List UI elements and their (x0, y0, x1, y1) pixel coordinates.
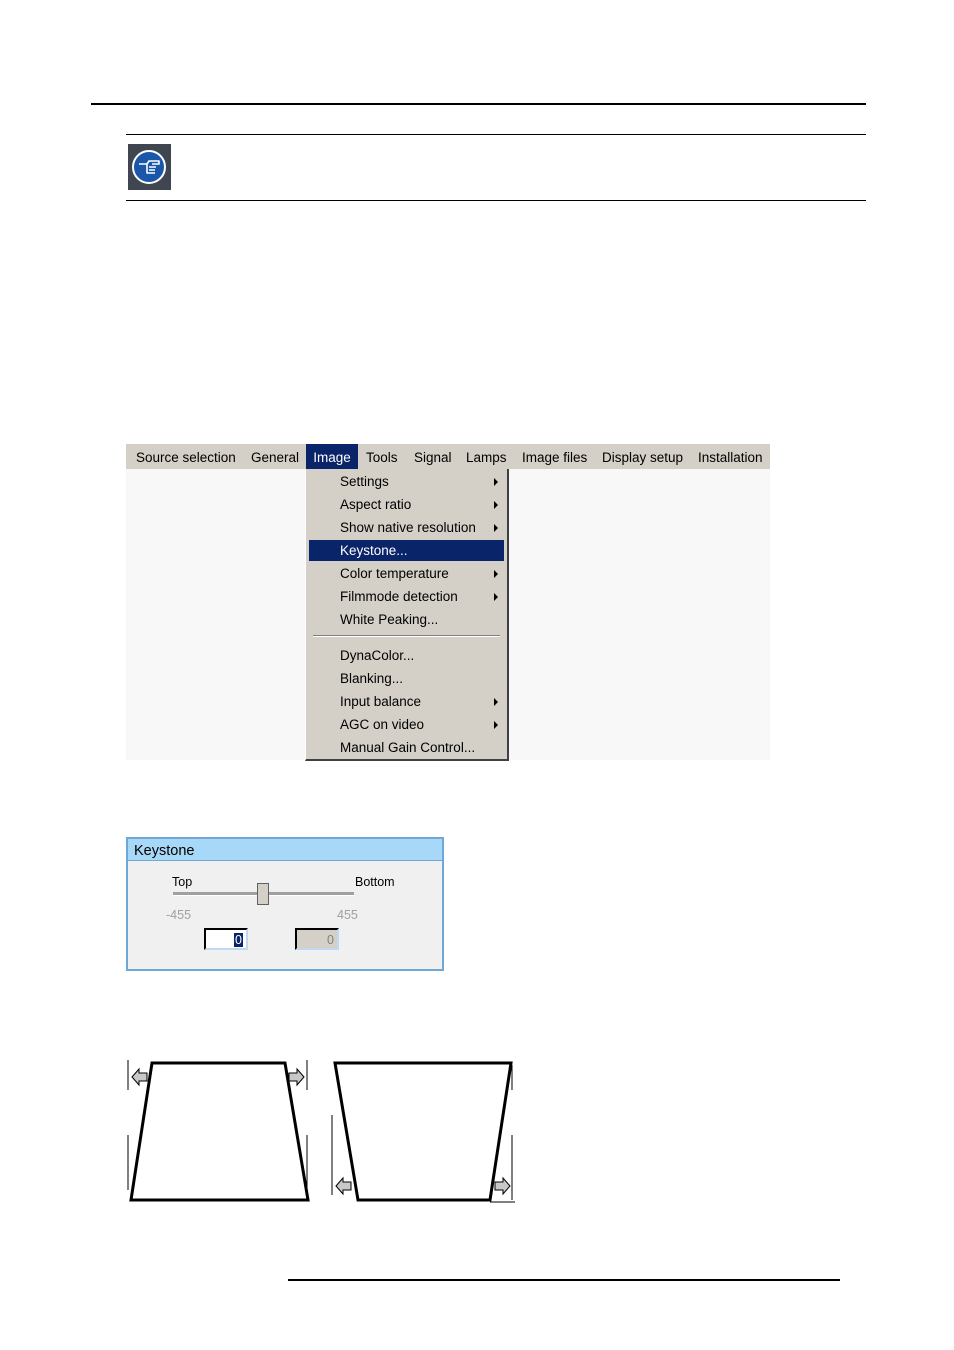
dropdown-item-keystone[interactable]: Keystone... (309, 540, 504, 561)
slider-max-label: 455 (337, 908, 358, 922)
dropdown-separator (313, 635, 500, 637)
dialog-title: Keystone (128, 839, 442, 861)
note-top-rule (126, 134, 866, 135)
submenu-arrow-icon (494, 698, 498, 706)
dropdown-item-input-balance[interactable]: Input balance (309, 691, 504, 712)
dropdown-item-aspect-ratio[interactable]: Aspect ratio (309, 494, 504, 515)
arrow-right-icon (495, 1178, 510, 1194)
dropdown-item-manual-gain-control[interactable]: Manual Gain Control... (340, 740, 476, 755)
dropdown-item-show-native-resolution[interactable]: Show native resolution (309, 517, 504, 538)
slider-right-label: Bottom (355, 875, 395, 889)
menu-image-files[interactable]: Image files (522, 450, 588, 465)
menu-lamps[interactable]: Lamps (466, 450, 507, 465)
dropdown-item-color-temperature[interactable]: Color temperature (309, 563, 504, 584)
slider-min-label: -455 (166, 908, 192, 922)
submenu-arrow-icon (494, 524, 498, 532)
keystone-bottom-diagram (332, 1063, 515, 1202)
note-icon (128, 144, 171, 190)
menu-image[interactable]: Image (306, 444, 358, 469)
slider-left-label: Top (172, 875, 193, 889)
pointing-hand-icon (137, 156, 162, 178)
keystone-value-input[interactable]: 0 (204, 928, 248, 950)
menu-general[interactable]: General (251, 450, 300, 465)
arrow-left-icon (336, 1178, 351, 1194)
image-dropdown-menu (305, 469, 509, 761)
submenu-arrow-icon (494, 721, 498, 729)
menu-signal[interactable]: Signal (414, 450, 452, 465)
submenu-arrow-icon (494, 501, 498, 509)
menu-source-selection[interactable]: Source selection (136, 450, 236, 465)
arrow-left-icon (132, 1069, 147, 1085)
dropdown-item-settings[interactable]: Settings (309, 471, 504, 492)
header-rule (91, 103, 866, 105)
menu-display-setup[interactable]: Display setup (602, 450, 684, 465)
dropdown-item-blanking[interactable]: Blanking... (340, 671, 404, 686)
dropdown-item-agc-on-video[interactable]: AGC on video (309, 714, 504, 735)
slider-thumb[interactable] (257, 883, 269, 905)
keystone-dialog (126, 837, 444, 971)
footer-rule (288, 1279, 840, 1281)
dropdown-item-white-peaking[interactable]: White Peaking... (340, 612, 439, 627)
menu-tools[interactable]: Tools (366, 450, 398, 465)
submenu-arrow-icon (494, 478, 498, 486)
arrow-right-icon (289, 1069, 304, 1085)
note-bottom-rule (126, 200, 866, 201)
keystone-illustrations (120, 1055, 520, 1210)
submenu-arrow-icon (494, 593, 498, 601)
dropdown-item-dynacolor[interactable]: DynaColor... (340, 648, 415, 663)
keystone-top-diagram (128, 1060, 308, 1200)
menu-installation[interactable]: Installation (698, 450, 763, 465)
menu-bar (126, 444, 770, 469)
keystone-readonly-field: 0 (295, 928, 339, 950)
submenu-arrow-icon (494, 570, 498, 578)
dropdown-item-filmmode-detection[interactable]: Filmmode detection (309, 586, 504, 607)
